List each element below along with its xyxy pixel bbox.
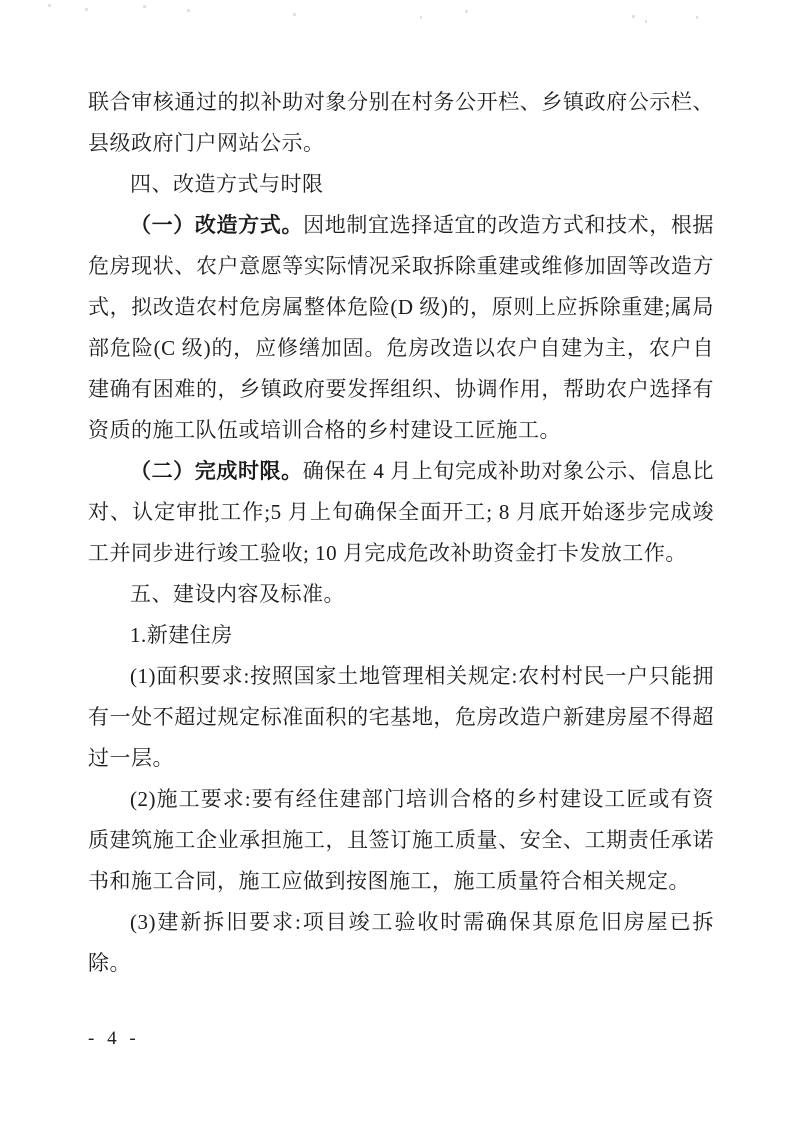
para-renovation-method [88, 205, 714, 451]
heading-section-four: 四、改造方式与时限 [130, 173, 324, 196]
para-area-requirement: (1)面积要求:按照国家土地管理相关规定:农村村民一户只能拥有一处不超过规定标准面积的宅基地，危房改造户新建房屋不得超过一层。 [88, 664, 714, 770]
paragraph-text: 因地制宜选择适宜的改造方式和技术，根据危房现状、农户意愿等实际情况采取拆除重建或维修加固等改造方式，拟改造农村危房属整体危险(D 级)的，原则上应拆除重建;属局部危险(C 级)的，应修缮加固。危房改造以农户自建为主，农户自建确有困难的，乡镇政府要发挥组织、协调作用，帮助农户选择有资质的施工队伍或培训合格的乡村建设工匠施工。 [88, 213, 714, 442]
para-publicity-continued [88, 82, 714, 164]
heading-new-housing: 1.新建住房 [130, 623, 233, 647]
para-completion-deadline [88, 451, 714, 574]
paragraph-lead: （一）改造方式。 [130, 213, 304, 237]
paragraph-lead: （二）完成时限。 [130, 459, 303, 483]
heading-section-five: 五、建设内容及标准。 [130, 583, 345, 606]
paragraph-text: 确保在 4 月上旬完成补助对象公示、信息比对、认定审批工作;5 月上旬确保全面开工; 8 月底开始逐步完成竣工并同步进行竣工验收; 10 月完成危改补助资金打卡发放工作。 [88, 459, 715, 565]
para-construction-requirement: (2)施工要求:要有经住建部门培训合格的乡村建设工匠或有资质建筑施工企业承担施工，且签订施工质量、安全、工期责任承诺书和施工合同，施工应做到按图施工，施工质量符合相关规定。 [88, 787, 714, 893]
paragraph-text: 联合审核通过的拟补助对象分别在村务公开栏、乡镇政府公示栏、县级政府门户网站公示。 [88, 90, 714, 155]
document-body [88, 82, 714, 984]
page-number: - 4 - [88, 1028, 140, 1049]
para-demolition-requirement: (3)建新拆旧要求:项目竣工验收时需确保其原危旧房屋已拆除。 [88, 910, 714, 975]
